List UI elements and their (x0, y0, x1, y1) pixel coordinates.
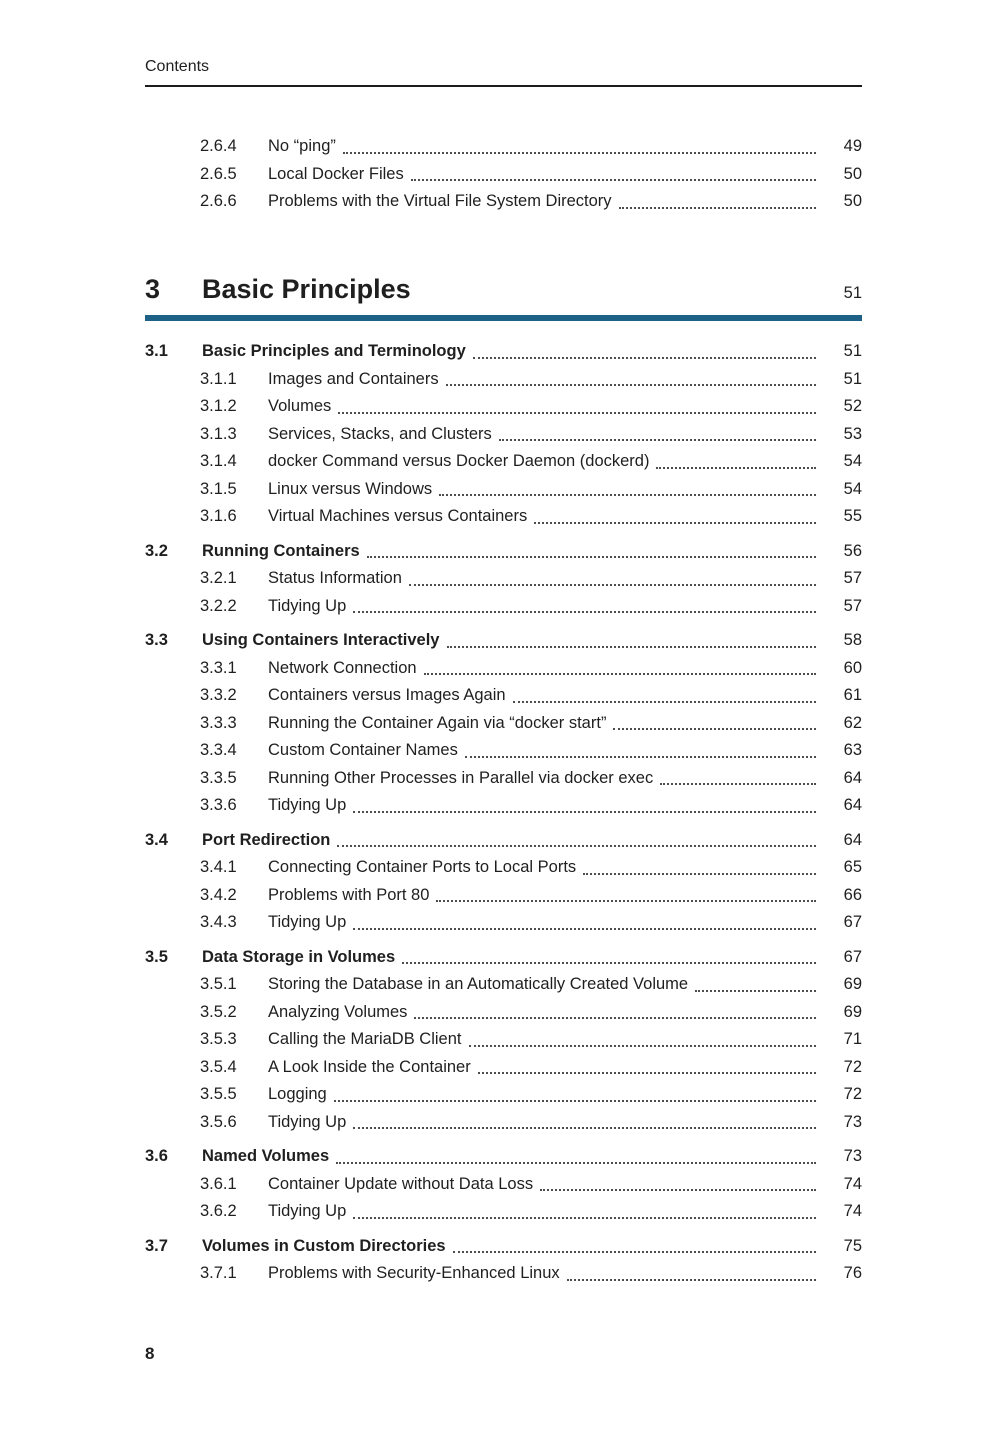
toc-entry-title: docker Command versus Docker Daemon (dockerd) (268, 452, 650, 470)
chapter-title: Basic Principles (202, 274, 411, 304)
toc-row-3-1-3 (145, 421, 862, 449)
dot-leader (367, 556, 816, 558)
toc-section-group (145, 1233, 862, 1288)
toc-entry-title: Services, Stacks, and Clusters (268, 424, 492, 443)
toc-entry-number: 2.6.4 (200, 137, 237, 155)
toc-row-3-4-3 (145, 909, 862, 937)
chapter-heading-line (145, 272, 862, 306)
toc-row-3-7 (145, 1233, 862, 1261)
toc-entry-page: 76 (843, 1264, 862, 1282)
toc-row-3-1-5 (145, 476, 862, 504)
toc-entry-number: 2.6.6 (200, 192, 237, 210)
toc-entry-number: 3.5.2 (200, 1002, 237, 1021)
toc-entry-number: 3.3.3 (200, 713, 237, 732)
toc-row-3-4-2 (145, 882, 862, 910)
toc-entry-page: 51 (843, 342, 862, 360)
toc-entry-title: Port Redirection (202, 830, 331, 849)
toc-entry-page: 61 (843, 686, 862, 704)
toc-entry-number: 3.3 (145, 631, 168, 649)
dot-leader (446, 384, 816, 386)
dot-leader (353, 811, 816, 813)
toc-entry-number: 3.1.5 (200, 479, 237, 498)
dot-leader (353, 611, 816, 613)
toc-entry-title: Container Update without Data Loss (268, 1174, 534, 1193)
page-number-footer: 8 (145, 1344, 155, 1363)
toc-row-3-4 (145, 827, 862, 855)
toc-row-3-2-1 (145, 565, 862, 593)
dot-leader (567, 1279, 816, 1281)
toc-entry-page: 67 (843, 913, 862, 931)
dot-leader (453, 1251, 816, 1253)
toc-entry-page: 69 (843, 1002, 862, 1021)
toc-entry-number: 3.5.1 (200, 975, 237, 993)
toc-row-3-1-6 (145, 503, 862, 531)
toc-entry-title: Tidying Up (268, 1112, 347, 1131)
toc-entry-number: 3.3.1 (200, 658, 237, 677)
dot-leader (414, 1017, 816, 1019)
toc-entry-number: 3.5.3 (200, 1030, 237, 1048)
toc-row-3-2 (145, 538, 862, 566)
toc-previous-chapter-entries (145, 133, 862, 216)
chapter-accent-rule (145, 315, 862, 321)
toc-entry-title: Analyzing Volumes (268, 1002, 408, 1021)
dot-leader (409, 584, 816, 586)
toc-entry-number: 3.4.1 (200, 858, 237, 876)
toc-row-3-6-1 (145, 1171, 862, 1199)
toc-entry-number: 3.2.1 (200, 569, 237, 587)
toc-row-3-1-2 (145, 393, 862, 421)
toc-entry-page: 65 (843, 858, 862, 876)
dot-leader (513, 701, 816, 703)
dot-leader (619, 207, 816, 209)
dot-leader (411, 179, 816, 181)
dot-leader (353, 1217, 816, 1219)
toc-row-3-5-6 (145, 1109, 862, 1137)
dot-leader (343, 152, 816, 154)
dot-leader (424, 673, 816, 675)
toc-chapter-sections (145, 338, 862, 1288)
toc-section-group (145, 338, 862, 531)
toc-entry-title: Problems with the Virtual File System Directory (268, 192, 612, 210)
toc-row-3-5-2 (145, 999, 862, 1027)
toc-entry-title: Problems with Security-Enhanced Linux (268, 1264, 560, 1282)
toc-entry-title: Storing the Database in an Automatically Created Volume (268, 975, 689, 993)
dot-leader (660, 783, 816, 785)
toc-row-3-3-6 (145, 792, 862, 820)
toc-entry-page: 72 (843, 1085, 862, 1103)
dot-leader (447, 646, 817, 648)
header-rule (145, 85, 862, 87)
toc-entry-title: Tidying Up (268, 913, 347, 931)
toc-entry-number: 3.2.2 (200, 596, 237, 615)
toc-entry-number: 3.5.4 (200, 1057, 237, 1076)
toc-row-3-5-4 (145, 1054, 862, 1082)
toc-entry-number: 3.6.1 (200, 1174, 237, 1193)
toc-entry-title: Local Docker Files (268, 164, 404, 183)
toc-entry-title: Containers versus Images Again (268, 686, 506, 704)
toc-row-3-1 (145, 338, 862, 366)
toc-row-3-5-5 (145, 1081, 862, 1109)
toc-entry-page: 60 (843, 658, 862, 677)
toc-entry-title: Images and Containers (268, 369, 439, 388)
toc-entry-number: 3.3.2 (200, 686, 237, 704)
chapter-heading (145, 272, 862, 321)
toc-entry-page: 62 (843, 713, 862, 732)
toc-entry-page: 69 (843, 975, 862, 993)
dot-leader (695, 990, 816, 992)
dot-leader (353, 928, 816, 930)
toc-entry-number: 3.4.2 (200, 885, 237, 904)
toc-entry-page: 64 (843, 830, 862, 849)
toc-entry-title: Running the Container Again via “docker start” (268, 713, 607, 732)
dot-leader (499, 439, 816, 441)
toc-entry-page: 50 (843, 192, 862, 210)
dot-leader (478, 1072, 816, 1074)
toc-entry-title: Virtual Machines versus Containers (268, 507, 528, 525)
toc-section-group (145, 627, 862, 820)
toc-entry-title: Problems with Port 80 (268, 885, 430, 904)
toc-entry-title: Tidying Up (268, 596, 347, 615)
dot-leader (613, 728, 816, 730)
toc-entry-title: No “ping” (268, 137, 336, 155)
toc-row-3-1-1 (145, 366, 862, 394)
toc-entry-number: 3.1.2 (200, 397, 237, 415)
dot-leader (473, 357, 816, 359)
toc-entry-number: 3.3.5 (200, 768, 237, 787)
dot-leader (439, 494, 816, 496)
toc-entry-page: 73 (843, 1147, 862, 1165)
toc-entry-title: Tidying Up (268, 1202, 347, 1220)
chapter-number: 3 (145, 274, 161, 304)
toc-row-3-3-1 (145, 655, 862, 683)
dot-leader (336, 1162, 816, 1164)
toc-entry-title: Using Containers Interactively (202, 631, 440, 649)
toc-row-3-2-2 (145, 593, 862, 621)
dot-leader (337, 845, 816, 847)
toc-entry-number: 3.7 (145, 1236, 168, 1255)
toc-row-3-3-5 (145, 765, 862, 793)
toc-entry-page: 54 (843, 479, 862, 498)
dot-leader (583, 873, 816, 875)
toc-entry-title: Custom Container Names (268, 741, 458, 759)
dot-leader (334, 1100, 816, 1102)
toc-row-3-7-1 (145, 1260, 862, 1288)
toc-entry-page: 51 (843, 369, 862, 388)
toc-entry-page: 74 (843, 1174, 862, 1193)
toc-entry-page: 71 (843, 1030, 862, 1048)
toc-section-group (145, 538, 862, 621)
toc-entry-number: 3.1.3 (200, 424, 237, 443)
toc-entry-number: 3.6.2 (200, 1202, 237, 1220)
toc-row-3-3-2 (145, 682, 862, 710)
toc-row-3-3 (145, 627, 862, 655)
toc-row-3-6-2 (145, 1198, 862, 1226)
toc-entry-page: 56 (843, 541, 862, 560)
toc-row-2-6-5 (145, 161, 862, 189)
dot-leader (402, 962, 816, 964)
toc-entry-number: 3.1.4 (200, 452, 237, 470)
toc-row-3-3-4 (145, 737, 862, 765)
toc-entry-page: 54 (843, 452, 862, 470)
toc-entry-title: Calling the MariaDB Client (268, 1030, 462, 1048)
toc-row-3-4-1 (145, 854, 862, 882)
toc-entry-number: 3.5.6 (200, 1112, 237, 1131)
toc-entry-title: Connecting Container Ports to Local Ports (268, 858, 577, 876)
toc-section-group (145, 827, 862, 937)
dot-leader (656, 467, 816, 469)
toc-entry-number: 3.5 (145, 947, 168, 966)
toc-entry-title: A Look Inside the Container (268, 1057, 471, 1076)
toc-entry-title: Running Other Processes in Parallel via docker exec (268, 768, 654, 787)
toc-entry-title: Volumes in Custom Directories (202, 1236, 446, 1255)
toc-entry-page: 58 (843, 631, 862, 649)
toc-entry-number: 3.4.3 (200, 913, 237, 931)
toc-entry-page: 66 (843, 885, 862, 904)
running-header-label: Contents (145, 58, 210, 75)
toc-entry-page: 72 (843, 1057, 862, 1076)
toc-section-group (145, 1143, 862, 1226)
dot-leader (465, 756, 816, 758)
toc-entry-number: 3.4 (145, 830, 168, 849)
dot-leader (436, 900, 816, 902)
toc-entry-page: 64 (843, 768, 862, 787)
dot-leader (353, 1127, 816, 1129)
toc-row-3-6 (145, 1143, 862, 1171)
toc-entry-number: 3.2 (145, 541, 168, 560)
toc-entry-number: 3.1 (145, 342, 168, 360)
toc-entry-page: 50 (843, 164, 862, 183)
chapter-page-number: 51 (843, 284, 862, 302)
toc-entry-page: 63 (843, 741, 862, 759)
toc-entry-number: 3.6 (145, 1147, 168, 1165)
dot-leader (534, 522, 816, 524)
toc-entry-page: 55 (843, 507, 862, 525)
toc-entry-page: 73 (843, 1112, 862, 1131)
toc-entry-page: 53 (843, 424, 862, 443)
toc-entry-number: 3.7.1 (200, 1264, 237, 1282)
toc-entry-number: 3.5.5 (200, 1085, 237, 1103)
dot-leader (540, 1189, 816, 1191)
toc-entry-title: Running Containers (202, 541, 360, 560)
toc-entry-page: 64 (843, 796, 862, 814)
toc-row-3-5 (145, 944, 862, 972)
toc-entry-number: 3.1.1 (200, 369, 237, 388)
toc-entry-number: 2.6.5 (200, 164, 237, 183)
toc-entry-title: Volumes (268, 397, 332, 415)
running-header (145, 56, 862, 87)
toc-row-2-6-6 (145, 188, 862, 216)
dot-leader (338, 412, 816, 414)
toc-entry-page: 57 (843, 596, 862, 615)
toc-row-3-3-3 (145, 710, 862, 738)
toc-entry-title: Linux versus Windows (268, 479, 433, 498)
toc-entry-page: 74 (843, 1202, 862, 1220)
toc-entry-title: Logging (268, 1085, 327, 1103)
toc-entry-title: Tidying Up (268, 796, 347, 814)
dot-leader (469, 1045, 817, 1047)
toc-entry-title: Data Storage in Volumes (202, 947, 396, 966)
toc-entry-title: Named Volumes (202, 1147, 330, 1165)
toc-entry-page: 52 (843, 397, 862, 415)
toc-entry-number: 3.3.6 (200, 796, 237, 814)
toc-entry-number: 3.3.4 (200, 741, 237, 759)
toc-row-3-5-3 (145, 1026, 862, 1054)
toc-entry-page: 67 (843, 947, 862, 966)
toc-row-2-6-4 (145, 133, 862, 161)
toc-row-3-1-4 (145, 448, 862, 476)
toc-entry-page: 49 (843, 137, 862, 155)
toc-section-group (145, 944, 862, 1137)
toc-entry-title: Status Information (268, 569, 402, 587)
toc-entry-title: Network Connection (268, 658, 417, 677)
toc-entry-number: 3.1.6 (200, 507, 237, 525)
toc-entry-page: 57 (843, 569, 862, 587)
toc-row-3-5-1 (145, 971, 862, 999)
toc-entry-title: Basic Principles and Terminology (202, 342, 466, 360)
toc-entry-page: 75 (843, 1236, 862, 1255)
